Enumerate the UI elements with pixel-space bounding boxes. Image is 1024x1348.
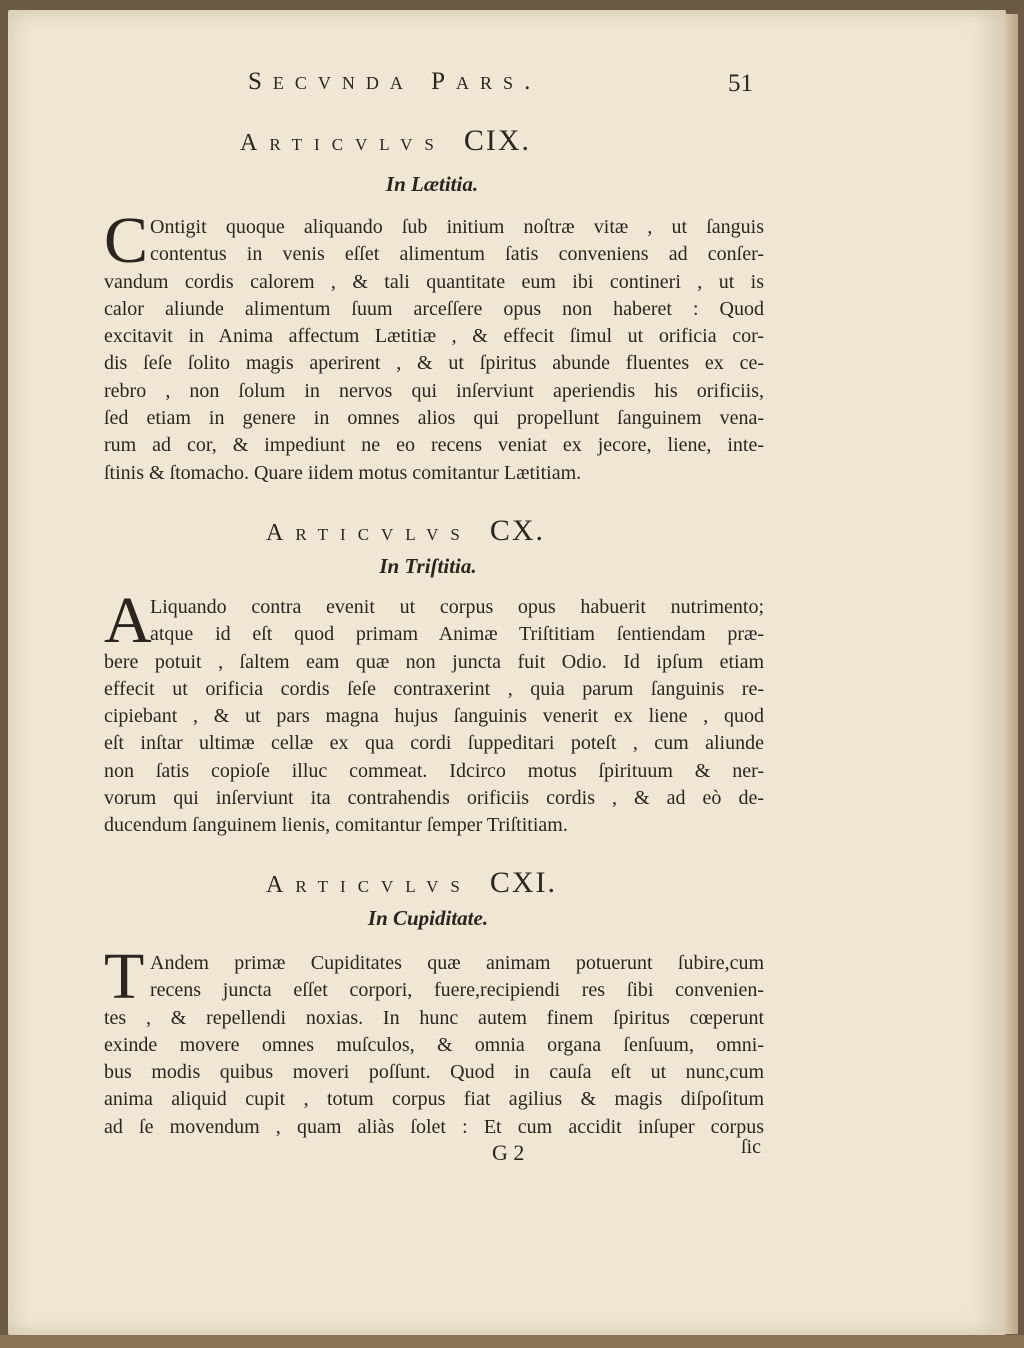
text-line: contentus in venis eſſet alimentum ſatis conveniens ad conſer- bbox=[150, 243, 764, 266]
article-subtitle: In Triſtitia. bbox=[379, 554, 477, 578]
text-line: calor aliunde alimentum ſuum arceſſere opus non haberet : Quod bbox=[104, 297, 764, 320]
article-paragraph bbox=[104, 940, 764, 1141]
article-heading bbox=[0, 514, 1024, 548]
article-paragraph bbox=[104, 584, 764, 840]
text-line: effecit ut orificia cordis ſeſe contraxerint , quia parum ſanguinis re- bbox=[104, 677, 764, 700]
text-line: bus modis quibus moveri poſſunt. Quod in cauſa eſt ut nunc,cum bbox=[104, 1061, 764, 1084]
text-line: excitavit in Anima affectum Lætitiæ , & effecit ſimul ut orificia cor- bbox=[104, 325, 764, 348]
text-line: cipiebant , & ut pars magna hujus ſanguinis venerit ex liene , quod bbox=[104, 705, 764, 728]
drop-cap: C bbox=[104, 204, 149, 277]
article-heading bbox=[0, 124, 1024, 158]
text-line: recens juncta eſſet corpori, fuere,recipiendi res ſibi convenien- bbox=[150, 979, 764, 1002]
text-line: Liquando contra evenit ut corpus opus habuerit nutrimento; bbox=[150, 596, 764, 618]
text-line: vandum cordis calorem , & tali quantitate eum ibi contineri , ut is bbox=[104, 270, 764, 293]
text-line: bere potuit , ſaltem eam quæ non juncta fuit Odio. Id ipſum etiam bbox=[104, 650, 764, 673]
text-line: ducendum ſanguinem lienis, comitantur ſemper Triſtitiam. bbox=[104, 814, 568, 837]
article-heading-label: Articvlvs bbox=[266, 872, 472, 898]
text-line: exinde movere omnes muſculos, & omnia organa ſenſuum, omni- bbox=[104, 1033, 764, 1056]
text-line: rebro , non ſolum in nervos qui inſerviunt aperiendis his orificiis, bbox=[104, 379, 764, 402]
drop-cap: T bbox=[104, 940, 145, 1013]
running-head-title: Secvnda Pars. bbox=[248, 68, 542, 95]
page-number: 51 bbox=[728, 70, 753, 97]
article-number: CIX. bbox=[463, 124, 532, 157]
article-subtitle: In Lætitia. bbox=[385, 172, 479, 196]
article-number: CX. bbox=[489, 514, 546, 547]
text-line: atque id eſt quod primam Animæ Triſtitiam ſentiendam præ- bbox=[150, 623, 764, 646]
article-heading-label: Articvlvs bbox=[266, 520, 472, 546]
running-head bbox=[0, 68, 1024, 108]
signature-mark: G 2 bbox=[492, 1140, 525, 1165]
text-line: ſed etiam in genere in omnes alios qui propellunt ſanguinem vena- bbox=[104, 407, 764, 430]
catchword: ſic bbox=[741, 1136, 761, 1158]
text-line: eſt inſtar ultimæ cellæ ex qua cordi ſuppeditari poteſt , cum aliunde bbox=[104, 732, 764, 755]
text-line: non ſatis copioſe illuc commeat. Idcirco motus ſpirituum & ner- bbox=[104, 759, 764, 782]
article-heading-label: Articvlvs bbox=[240, 130, 446, 156]
text-line: rum ad cor, & impediunt ne eo recens veniat ex jecore, liene, inte- bbox=[104, 434, 764, 457]
page-edge bbox=[1004, 14, 1018, 1334]
drop-cap: A bbox=[104, 584, 152, 657]
text-line: anima aliquid cupit , totum corpus fiat agilius & magis diſpoſitum bbox=[104, 1088, 764, 1111]
article-paragraph bbox=[104, 204, 764, 487]
text-line: ad ſe movendum , quam aliàs ſolet : Et cum accidit inſuper corpus bbox=[104, 1115, 764, 1138]
text-line: ſtinis & ſtomacho. Quare iidem motus comitantur Lætitiam. bbox=[104, 461, 582, 484]
article-subtitle: In Cupiditate. bbox=[367, 906, 489, 930]
text-line: vorum qui inſerviunt ita contrahendis orificiis cordis , & ad eò de- bbox=[104, 787, 764, 810]
article-heading bbox=[0, 866, 1024, 900]
article-number: CXI. bbox=[489, 866, 558, 899]
text-line: tes , & repellendi noxias. In hunc autem finem ſpiritus cœperunt bbox=[104, 1006, 764, 1029]
text-line: Andem primæ Cupiditates quæ animam potuerunt ſubire,cum bbox=[150, 952, 764, 974]
page-bottom-edge bbox=[0, 1335, 1024, 1348]
text-line: dis ſeſe ſolito magis aperirent , & ut ſpiritus abunde fluentes ex ce- bbox=[104, 352, 764, 375]
text-line: Ontigit quoque aliquando ſub initium noſtræ vitæ , ut ſanguis bbox=[150, 216, 764, 238]
